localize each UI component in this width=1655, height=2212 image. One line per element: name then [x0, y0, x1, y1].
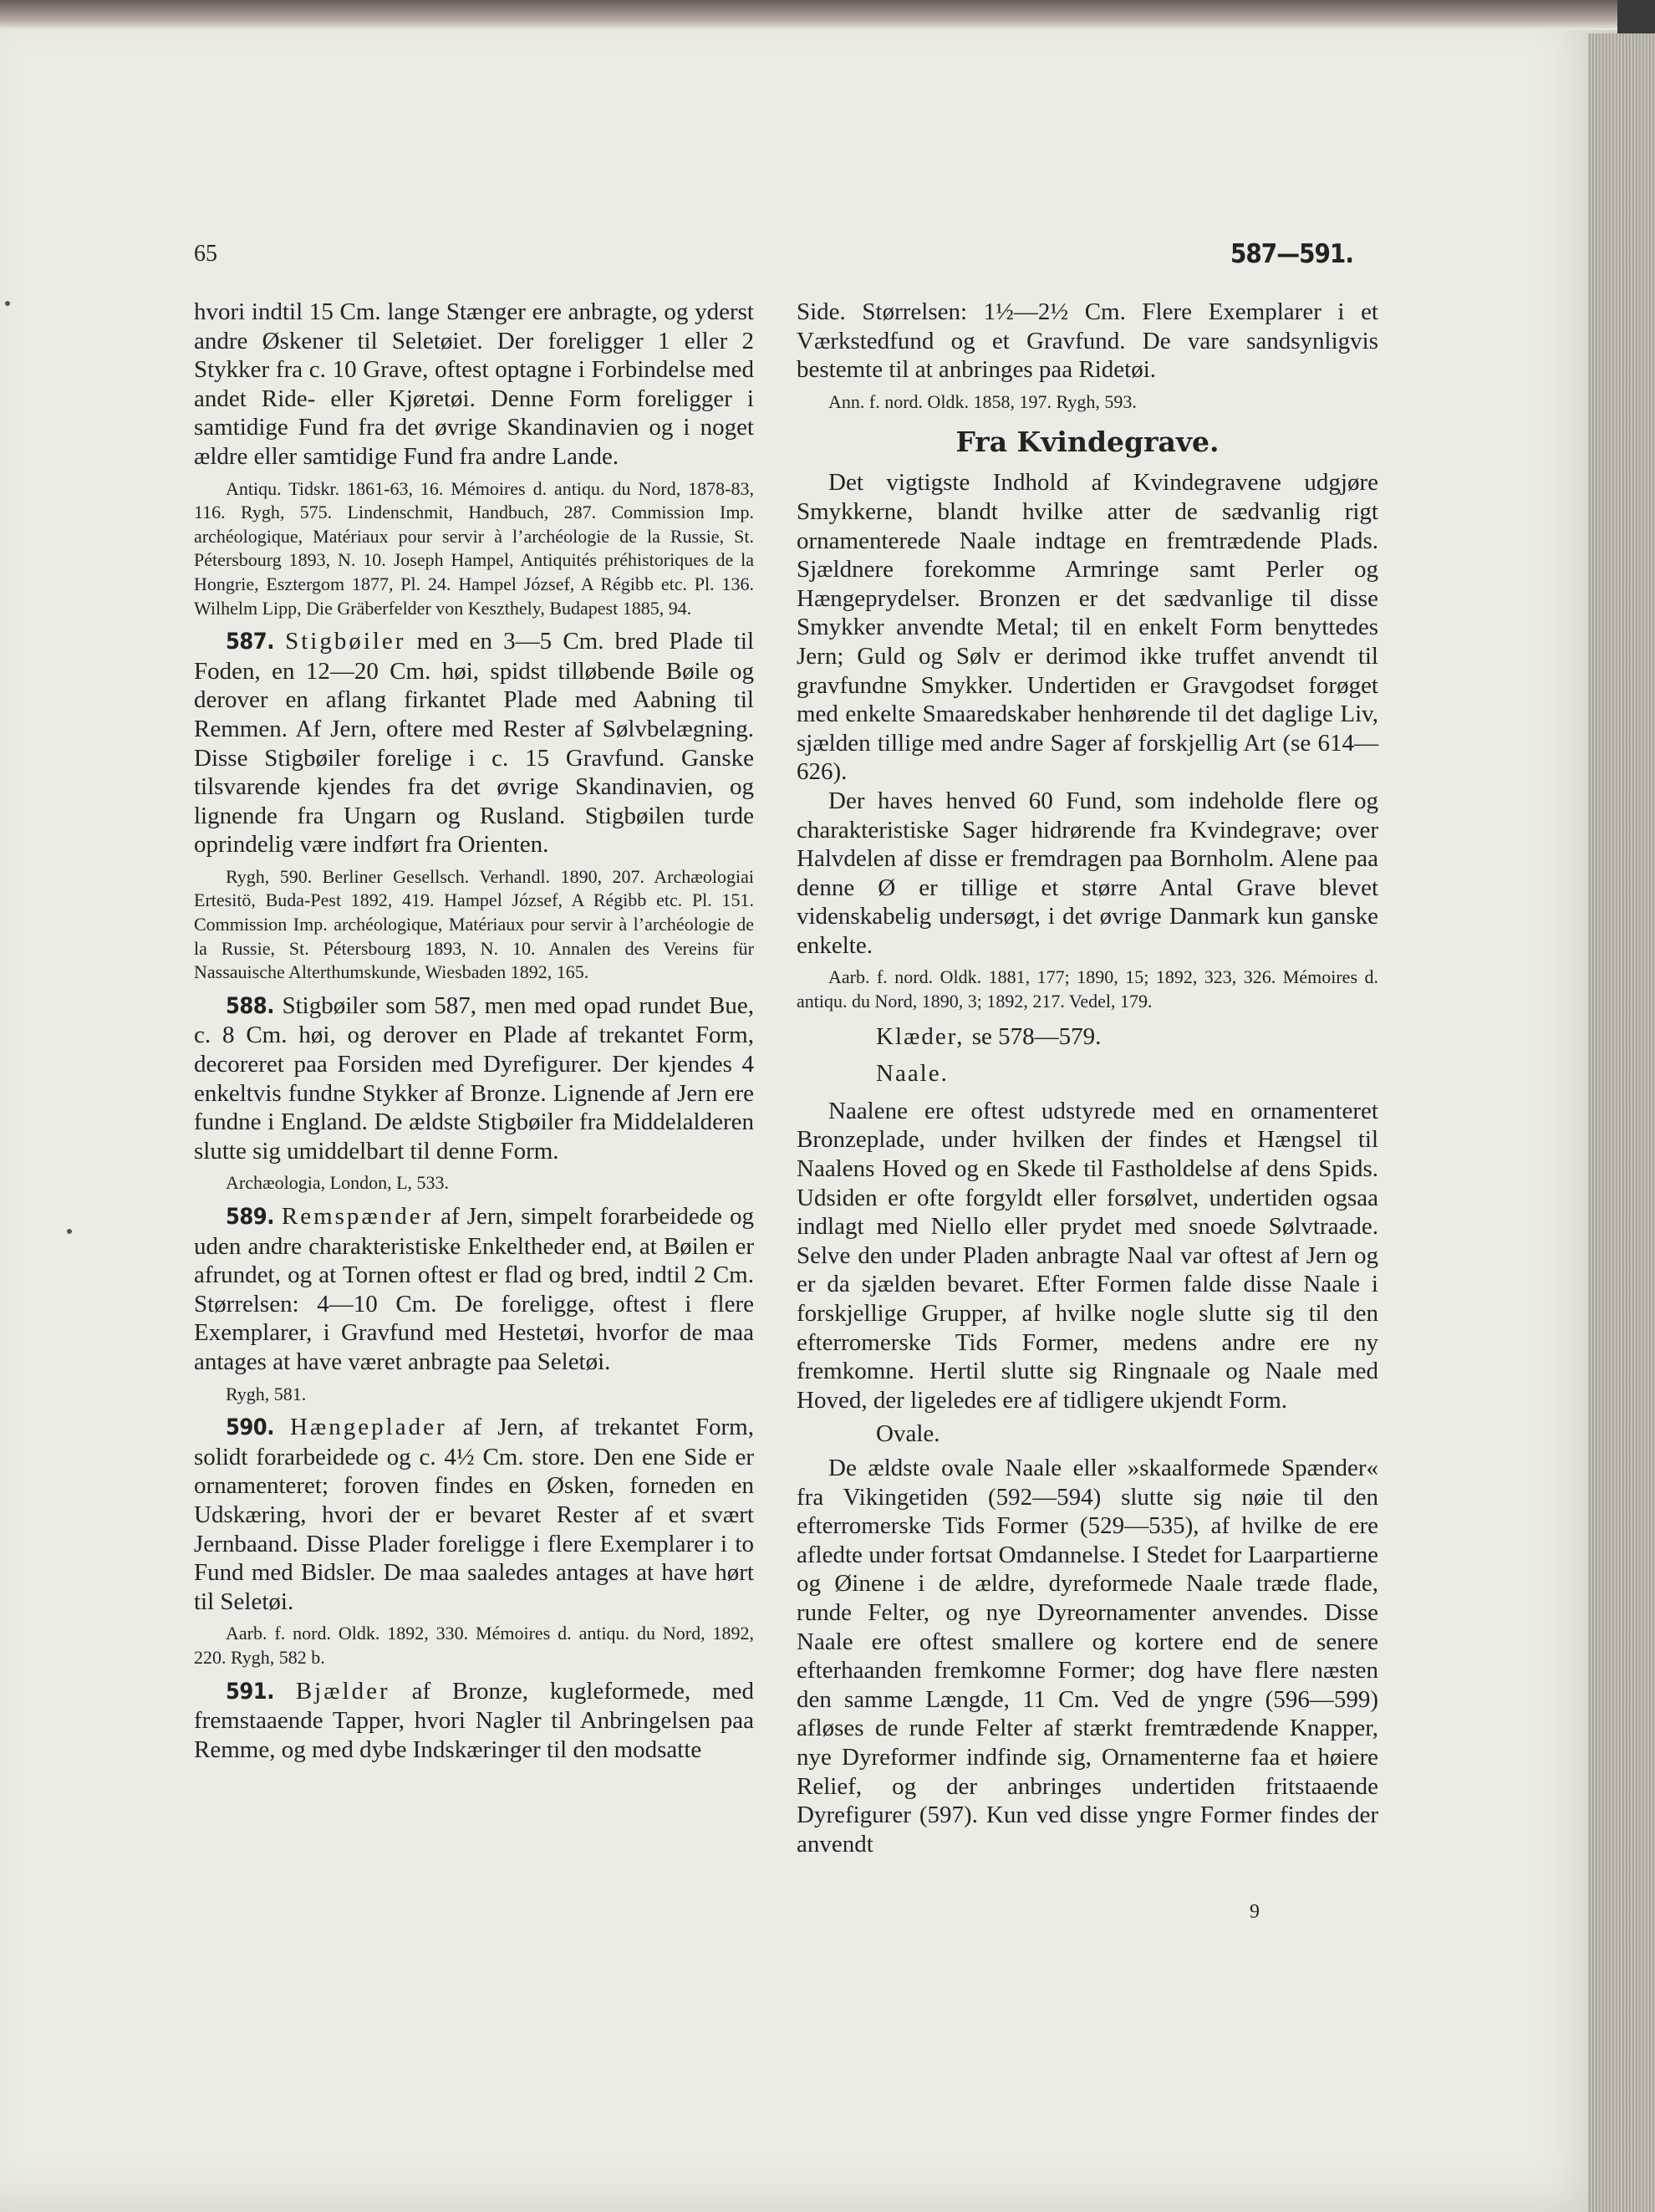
entry-590: [194, 1413, 754, 1616]
reference: Archæologia, London, L, 533.: [226, 1172, 450, 1194]
entry-term: Hængeplader: [289, 1414, 447, 1441]
page-top-edge: [0, 0, 1617, 30]
entry-term: Bjælder: [295, 1677, 390, 1705]
paragraph: Naalene ere oftest udstyrede med en ornamenteret Bronzeplade, under hvilken der findes et Hængsel til Naalens Hoved og en Skede til Fastholdelse af dens Spids. Udsiden er ofte forgyldt eller forsølvet, undertiden ogsaa indlagt med Niello eller prydet med snoede Sølvtraade. Selve den under Pladen anbragte Naal var oftest af Jern og er da sjælden bevaret. Efter Formen falde disse Naale i forskjellige Grupper, af hvilke nogle slutte sig til den efterromerske Tids Former, medens andre ere ny fremkomne. Hertil slutte sig Ringnaale og Naale med Hoved, der ligeledes ere af tidligere ukjendt Form.: [797, 1097, 1378, 1414]
margin-mark: [5, 301, 10, 306]
subheading-term: Klæder,: [876, 1022, 965, 1050]
reference: Aarb. f. nord. Oldk. 1881, 177; 1890, 15; 1892, 323, 326. Mémoires d. antiqu. du Nord, 1890, 3; 1892, 217. Vedel, 179.: [797, 966, 1378, 1012]
entry-591: [194, 1677, 754, 1765]
reference: Ann. f. nord. Oldk. 1858, 197. Rygh, 593.: [828, 390, 1137, 412]
entry-text: Stigbøiler som 587, men med opad rundet Bue, c. 8 Cm. høi, og derover en Plade af trekantet Form, decoreret paa Forsiden med Dyrefigurer. Der kjendes 4 enkeltvis fundne Stykker af Bronze. Lignende af Jern ere fundne i England. De ældste Stigbøiler fra Middelalderen slutte sig umiddelbart til denne Form.: [194, 991, 755, 1165]
paragraph: Der haves henved 60 Fund, som indeholde flere og charakteristiske Sager hidrørende fra Kvindegrave; over Halvdelen af disse er fremdragen paa Bornholm. Alene paa denne Ø er tillige et større Antal Grave blevet videnskabelig undersøgt, i det øvrige Danmark kun ganske enkelte.: [797, 787, 1378, 959]
subheading-ovale: Ovale.: [876, 1420, 940, 1448]
entry-text: med en 3—5 Cm. bred Plade til Foden, en 12—20 Cm. høi, spidst tilløbende Bøile og derover en aflang firkantet Plade med Aabning til Remmen. Af Jern, oftere med Rester af Sølvbelægning. Disse Stigbøiler forelige i c. 15 Gravfund. Ganske tilsvarende kjendes fra det øvrige Skandinavien, og lignende fra Ungarn og Rusland. Stigbøilen turde oprindelig være indført fra Orienten.: [194, 628, 754, 859]
reference: Antiqu. Tidskr. 1861-63, 16. Mémoires d. antiqu. du Nord, 1878-83, 116. Rygh, 575. Lindenschmit, Handbuch, 287. Commission Imp. archéologique, Matériaux pour servir à l’archéologie de la Russie, St. Pétersbourg 1893, N. 10. Joseph Hampel, Antiquités préhistoriques de la Hongrie, Esztergom 1877, Pl. 24. Hampel József, A Régibb etc. Pl. 136. Wilhelm Lipp, Die Gräberfelder von Keszthely, Budapest 1885, 94.: [194, 477, 754, 619]
entry-number: 590.: [226, 1414, 274, 1441]
margin-mark: [67, 1229, 72, 1234]
entry-587: [194, 627, 754, 859]
entry-number: 589.: [226, 1204, 274, 1230]
entry-term: Remspænder: [281, 1203, 434, 1230]
page-number: 65: [194, 241, 217, 267]
entry-number: 591.: [226, 1678, 274, 1705]
paragraph: De ældste ovale Naale eller »skaalformede Spænder« fra Vikingetiden (592—594) slutte sig nøie til den efterromerske Tids Former (529—535), af hvilke de ere afledte under fortsat Omdannelse. I Stedet for Laarpartierne og Øinene i de ældre, dyreformede Naale træde flade, runde Felter, og nye Dyreornamenter anvendes. Disse Naale ere oftest smallere og kortere end de senere efterhaanden fremkomne Former; dog have flere næsten den samme Længde, 11 Cm. Ved de yngre (596—599) afløses de runde Felter af stærkt fremtrædende Knapper, nye Dyreformer indfinde sig, Ornamenterne faa et høiere Relief, og der anbringes undertiden fritstaaende Dyrefigurer (597). Kun ved disse yngre Former findes der anvendt: [797, 1454, 1378, 1858]
section-title: Fra Kvindegrave.: [955, 426, 1220, 459]
paragraph: Det vigtigste Indhold af Kvindegravene udgjøre Smykkerne, blandt hvilke atter de sædvanlig rigt ornamenterede Naale indtage en fremtrædende Plads. Sjældnere forekomme Armringe samt Perler og Hængeprydelser. Bronzen er det sædvanlige til disse Smykker anvendte Metal; til en enkelt Form benyttedes Jern; Guld og Sølv er derimod ikke truffet anvendt til gravfundne Smykker. Undertiden er Gravgodset forøget med enkelte Smaaredskaber henhørende til det daglige Liv, sjælden tillige med andre Sager af forskjellig Art (se 614—626).: [797, 469, 1378, 786]
continuation-paragraph: Side. Størrelsen: 1½—2½ Cm. Flere Exemplarer i et Værkstedfund og et Gravfund. De vare sandsynligvis bestemte til at anbringes paa Ridetøi.: [797, 298, 1378, 384]
page-block-edge: [1588, 33, 1655, 2212]
printer-signature: 9: [1250, 1901, 1260, 1923]
reference: Aarb. f. nord. Oldk. 1892, 330. Mémoires d. antiqu. du Nord, 1892, 220. Rygh, 582 b.: [194, 1623, 754, 1668]
left-column: [194, 298, 754, 1764]
entry-number: 588.: [226, 992, 274, 1019]
intro-paragraph: hvori indtil 15 Cm. lange Stænger ere anbragte, og yderst andre Øskener til Seletøiet. Der foreligger 1 eller 2 Stykker fra c. 10 Grave, oftest optagne i Forbindelse med andet Ride- eller Kjøretøi. Denne Form foreligger i samtidige Fund fra det øvrige Skandinavien og i noget ældre eller samtidige Fund fra andre Lande.: [194, 298, 754, 470]
entry-588: [194, 991, 754, 1166]
entry-range: 587—591.: [1230, 239, 1353, 269]
entry-589: [194, 1202, 754, 1377]
reference: Rygh, 581.: [226, 1383, 307, 1404]
subheading-naale: Naale.: [876, 1060, 949, 1088]
reference: Rygh, 590. Berliner Gesellsch. Verhandl. 1890, 207. Archæologiai Ertesitö, Buda-Pest 1892, 419. Hampel József, A Régibb etc. Pl. 151. Commission Imp. archéologique, Matériaux pour servir à l’archéologie de la Russie, St. Pétersbourg 1893, N. 10. Annalen des Vereins für Nassauische Alterthumskunde, Wiesbaden 1892, 165.: [194, 865, 754, 983]
entry-term: Stigbøiler: [285, 628, 406, 655]
entry-text: af Bronze, kugleformede, med fremstaaende Tapper, hvori Nagler til Anbringelsen paa Remme, og med dybe Indskæringer til den modsatte: [194, 1677, 755, 1763]
subheading-text: se 578—579.: [971, 1022, 1102, 1050]
subheading-klaeder: [797, 1022, 1378, 1052]
entry-number: 587.: [226, 629, 274, 655]
entry-text: af Jern, af trekantet Form, solidt forarbeidede og c. 4½ Cm. store. Den ene Side er ornamenteret; foroven findes en Øsken, forneden en Udskæring, hvori der er bevaret Rester af et svært Jernbaand. Disse Plader foreligge i flere Exemplarer i to Fund med Bidsler. De maa saaledes antages at have hørt til Seletøi.: [194, 1414, 754, 1615]
right-column: [797, 298, 1378, 1858]
entry-text: af Jern, simpelt forarbeidede og uden andre charakteristiske Enkeltheder end, at Bøilen er afrundet, og at Tornen oftest er flad og bred, indtil 2 Cm. Størrelsen: 4—10 Cm. De foreligge, oftest i flere Exemplarer, i Gravfund med Hestetøi, hvorfor de maa antages at have været anbragte paa Seletøi.: [194, 1203, 754, 1375]
